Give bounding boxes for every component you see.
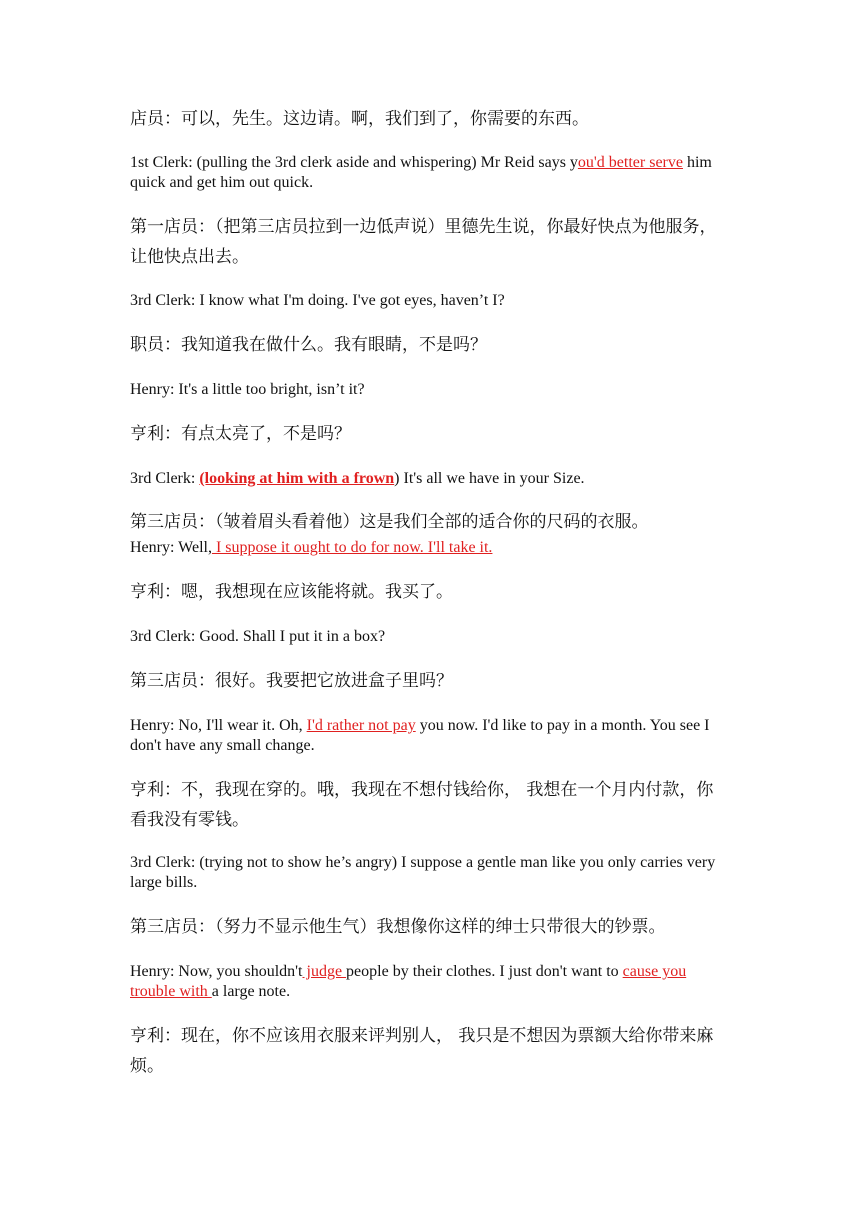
text-run: you now. I'd like to pay in a month. You see I don't have any small change. (130, 717, 710, 754)
english-line-4: 3rd Clerk: I know what I'm doing. I've got eyes, haven’t I? (130, 292, 505, 309)
english-line-10 (130, 538, 730, 558)
text-run: people by their clothes. I just don't want to (346, 963, 623, 980)
english-line-14 (130, 716, 730, 756)
chinese-line-3: 第一店员：（把第三店员拉到一边低声说）里德先生说，你最好快点为他服务，让他快点出去。 (130, 217, 717, 267)
text-run: 1st Clerk: (pulling the 3rd clerk aside and whispering) Mr Reid says y (130, 154, 578, 171)
chinese-line-19: 亨利：现在，你不应该用衣服来评判别人， 我只是不想因为票额大给你带来麻烦。 (130, 1026, 714, 1076)
english-line-18 (130, 962, 730, 1002)
english-line-12: 3rd Clerk: Good. Shall I put it in a box? (130, 628, 386, 645)
text-run: ) It's all we have in your Size. (394, 470, 585, 487)
chinese-line-15: 亨利：不，我现在穿的。哦，我现在不想付钱给你， 我想在一个月内付款，你看我没有零钱。 (130, 780, 714, 830)
english-line-8 (130, 469, 730, 489)
chinese-line-7: 亨利：有点太亮了，不是吗？ (130, 424, 351, 444)
chinese-line-5: 职员：我知道我在做什么。我有眼睛，不是吗？ (130, 335, 487, 355)
text-run: Henry: No, I'll wear it. Oh, (130, 717, 307, 734)
english-line-16: 3rd Clerk: (trying not to show he’s angry) I suppose a gentle man like you only carries very large bills. (130, 854, 716, 891)
highlighted-phrase: ou'd better serve (577, 154, 683, 171)
text-run: a large note. (211, 983, 291, 1000)
chinese-line-11: 亨利：嗯，我想现在应该能将就。我买了。 (130, 582, 453, 602)
highlighted-phrase: I suppose it ought to do for now. I'll take it. (211, 539, 493, 556)
chinese-line-9: 第三店员：（皱着眉头看着他）这是我们全部的适合你的尺码的衣服。 (130, 512, 649, 532)
text-run: 3rd Clerk: (130, 470, 200, 487)
text-run: Henry: Well, (130, 539, 212, 556)
highlighted-phrase: cause you trouble with (130, 963, 687, 1000)
chinese-line-1: 店员：可以，先生。这边请。啊，我们到了，你需要的东西。 (130, 109, 589, 129)
highlighted-phrase: judge (302, 963, 347, 980)
english-line-6: Henry: It's a little too bright, isn’t it? (130, 381, 365, 398)
highlighted-phrase: I'd rather not pay (306, 717, 416, 734)
text-run: Henry: Now, you shouldn't (130, 963, 303, 980)
english-line-2 (130, 153, 730, 193)
chinese-line-17: 第三店员：（努力不显示他生气）我想像你这样的绅士只带很大的钞票。 (130, 917, 666, 937)
highlighted-phrase: (looking at him with a frown (199, 470, 395, 487)
text-run: him quick and get him out quick. (130, 154, 712, 191)
chinese-line-13: 第三店员：很好。我要把它放进盒子里吗？ (130, 671, 453, 691)
